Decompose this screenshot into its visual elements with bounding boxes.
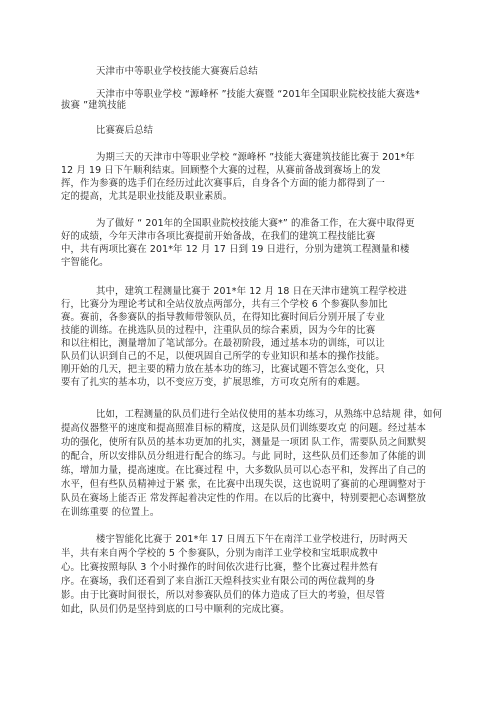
paragraph-4-line-8: 在训练重要 的位置上。 [61,507,160,518]
paragraph-5-line-2: 半，共有来自两个学校的 5 个参赛队，分别为南洋工业学校和宝坻职成教中 [61,548,379,559]
document-subheading-line-2: 拔赛 ”建筑技能 [61,100,127,111]
paragraph-3-line-1: 其中，建筑工程测量比赛于 201*年 12 月 18 日在天津市建筑工程学校进 [96,286,407,297]
paragraph-1-line-1: 为期三天的天津市中等职业学校 “源峰杯 ”技能大赛建筑技能比赛于 201*年 [96,152,415,163]
paragraph-3-line-2: 行，比赛分为理论考试和全站仪放点两部分，共有三个学校 6 个参赛队参加比 [61,299,388,310]
paragraph-2-line-1: 为了做好 “ 201年的全国职业院校技能大赛*” 的准备工作，在大赛中取得更 [96,218,415,229]
paragraph-5-line-4: 序。在赛场，我们还看到了来自浙江天煌科技实业有限公司的两位裁判的身 [61,576,376,587]
paragraph-4-line-1: 比如，工程测量的队员们进行全站仪使用的基本功练习，从熟练中总结规 律，如何 [96,409,443,420]
paragraph-4-line-7: 队员在赛场上能否正 常发挥起着决定性的作用。在以后的比赛中，特别要把心态调整放 [61,493,427,504]
section-title: 比赛赛后总结 [96,125,154,136]
paragraph-2-line-3: 中，共有两项比赛在 201*年 12 月 17 日到 19 日进行，分别为建筑工程测量和楼 [61,244,410,255]
paragraph-5-line-1: 楼宇智能化比赛于 201*年 17 日周五下午在南洋工业学校进行，历时两天 [96,534,408,545]
paragraph-5-line-3: 心。比赛按照每队 3 个小时操作的时间依次进行比赛，整个比赛过程井然有 [61,562,379,573]
paragraph-4-line-3: 功的强化，使所有队员的基本功更加的扎实，测量是一项团 队工作，需要队员之间默契 [61,437,427,448]
paragraph-3-line-3: 赛。赛前，各参赛队的指导教师带领队员，在得知比赛时间后分别开展了专业 [61,312,385,323]
document-subheading-line-1: 天津市中等职业学校 “源峰杯 ”技能大赛暨 “201年全国职业院校技能大赛选* [96,89,420,100]
document-heading: 天津市中等职业学校技能大赛赛后总结 [96,66,258,77]
paragraph-1-line-3: 挥，作为参赛的选手们在经历过此次赛事后，自身各个方面的能力都得到了一 [61,178,385,189]
paragraph-3-line-6: 队员们认识到自己的不足，以便巩固自己所学的专业知识和基本的操作技能。 [61,351,385,362]
paragraph-3-line-5: 和以往相比，测量增加了笔试部分。在最初阶段，通过基本功的训练，可以让 [61,338,385,349]
paragraph-1-line-2: 12 月 19 日下午顺利结束。回顾整个大赛的过程，从赛前备战到赛场上的发 [61,165,381,176]
paragraph-5-line-6: 如此，队员们仍是坚持到底的口号中顺利的完成比赛。 [61,604,290,615]
paragraph-1-line-4: 定的提高，尤其是职业技能及职业素质。 [61,191,233,202]
paragraph-5-line-5: 影。由于比赛时间很长，所以对参赛队员们的体力造成了巨大的考验，但尽管 [61,590,385,601]
paragraph-2-line-4: 宇智能化。 [61,257,109,268]
paragraph-2-line-2: 好的成绩，今年天津市各项比赛提前开始备战，在我们的建筑工程技能比赛 [61,231,376,242]
paragraph-4-line-2: 提高仪器整平的速度和提高照准目标的精度，这是队员们训练要攻克 的问题。经过基本 [61,423,427,434]
paragraph-3-line-4: 技能的训练。在挑选队员的过程中，注重队员的综合素质，因为今年的比赛 [61,325,376,336]
paragraph-3-line-8: 要有了扎实的基本功，以不变应万变，扩展思维，方可攻克所有的难题。 [61,377,366,388]
paragraph-4-line-5: 练，增加力量，提高速度。在比赛过程 中，大多数队员可以心态平和，发挥出了自己的 [61,465,427,476]
paragraph-3-line-7: 刚开始的几天，把主要的精力放在基本功的练习，比赛试题不管怎么变化，只 [61,364,385,375]
paragraph-4-line-6: 水平，但有些队员精神过于紧 张，在比赛中出现失误，这也说明了赛前的心理调整对于 [61,479,427,490]
paragraph-4-line-4: 的配合，所以安排队员分组进行配合的练习。与此 同时，这些队员们还参加了体能的训 [61,451,427,462]
